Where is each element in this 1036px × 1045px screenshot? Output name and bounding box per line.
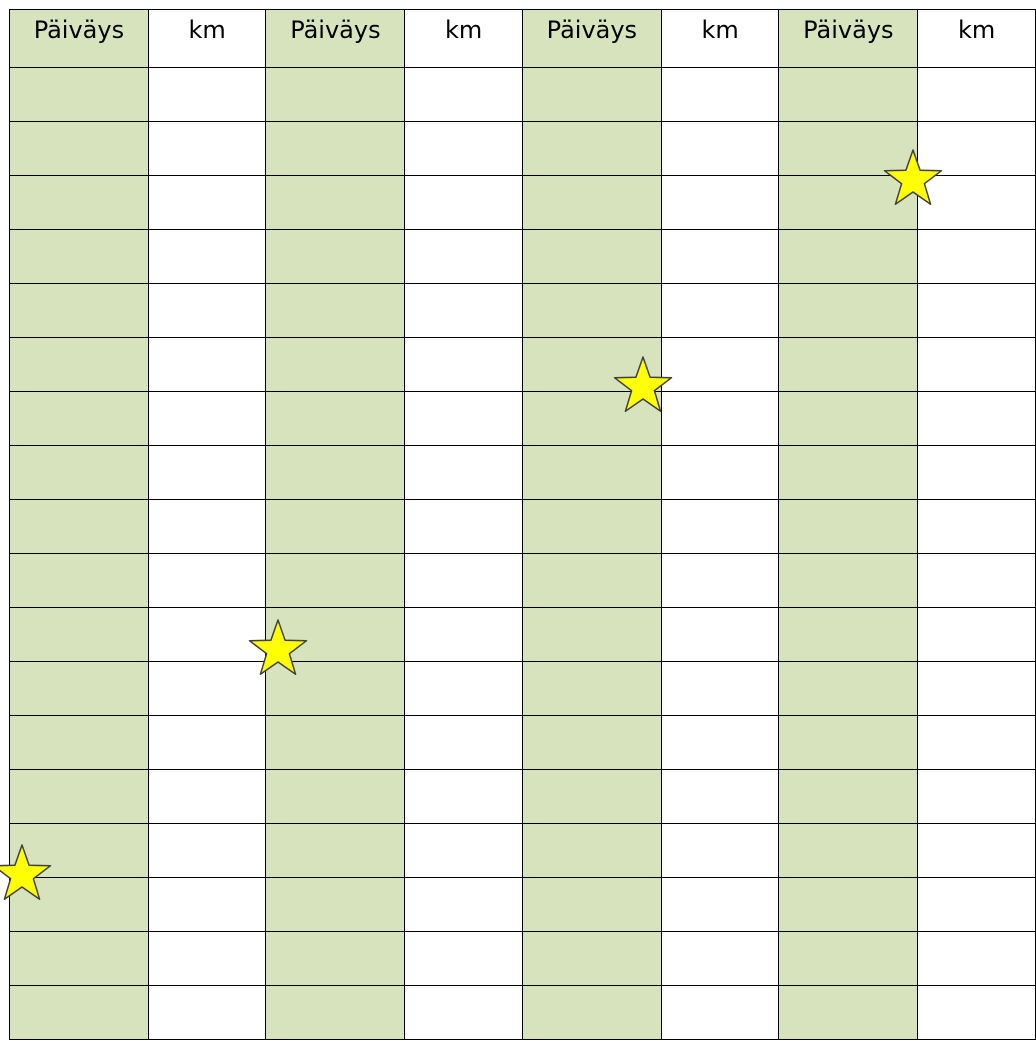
km-cell[interactable] — [148, 230, 266, 284]
km-cell[interactable] — [148, 716, 266, 770]
km-cell[interactable] — [661, 662, 779, 716]
date-cell[interactable] — [779, 554, 918, 608]
km-cell[interactable] — [918, 392, 1036, 446]
km-cell[interactable] — [661, 176, 779, 230]
star-shape — [0, 843, 54, 907]
header-date-2: Päiväys — [266, 10, 405, 68]
km-cell[interactable] — [148, 176, 266, 230]
star-icon — [611, 355, 675, 419]
km-cell[interactable] — [918, 932, 1036, 986]
km-cell[interactable] — [405, 932, 523, 986]
header-km-1: km — [148, 10, 266, 68]
km-cell[interactable] — [148, 554, 266, 608]
date-cell[interactable] — [779, 878, 918, 932]
km-cell[interactable] — [661, 608, 779, 662]
date-cell[interactable] — [266, 716, 405, 770]
km-cell[interactable] — [661, 878, 779, 932]
table-row — [10, 230, 1036, 284]
km-cell[interactable] — [405, 824, 523, 878]
date-cell[interactable] — [522, 716, 661, 770]
date-cell[interactable] — [522, 824, 661, 878]
date-cell[interactable] — [522, 770, 661, 824]
km-cell[interactable] — [405, 122, 523, 176]
header-km-4: km — [918, 10, 1036, 68]
km-cell[interactable] — [661, 284, 779, 338]
star-shape — [881, 148, 945, 212]
km-cell[interactable] — [405, 554, 523, 608]
date-cell[interactable] — [522, 500, 661, 554]
km-cell[interactable] — [918, 338, 1036, 392]
km-cell[interactable] — [918, 824, 1036, 878]
date-cell[interactable] — [779, 608, 918, 662]
km-cell[interactable] — [661, 392, 779, 446]
date-cell[interactable] — [10, 500, 149, 554]
km-cell[interactable] — [918, 68, 1036, 122]
km-cell[interactable] — [661, 770, 779, 824]
table-row — [10, 662, 1036, 716]
table-row — [10, 392, 1036, 446]
date-cell[interactable] — [266, 284, 405, 338]
header-date-4: Päiväys — [779, 10, 918, 68]
table-row — [10, 932, 1036, 986]
table-row — [10, 554, 1036, 608]
star-icon — [0, 843, 54, 907]
date-cell[interactable] — [779, 824, 918, 878]
date-cell[interactable] — [779, 770, 918, 824]
date-cell[interactable] — [10, 122, 149, 176]
date-cell[interactable] — [10, 68, 149, 122]
km-cell[interactable] — [661, 554, 779, 608]
km-cell[interactable] — [405, 608, 523, 662]
km-cell[interactable] — [148, 932, 266, 986]
km-cell[interactable] — [918, 554, 1036, 608]
km-cell[interactable] — [148, 770, 266, 824]
date-cell[interactable] — [522, 608, 661, 662]
star-shape — [611, 355, 675, 419]
km-cell[interactable] — [148, 878, 266, 932]
log-body — [10, 68, 1036, 1040]
table-row — [10, 716, 1036, 770]
km-cell[interactable] — [405, 986, 523, 1040]
date-cell[interactable] — [266, 122, 405, 176]
table-row — [10, 500, 1036, 554]
date-cell[interactable] — [10, 716, 149, 770]
star-icon — [881, 148, 945, 212]
date-cell[interactable] — [522, 878, 661, 932]
table-row — [10, 878, 1036, 932]
date-cell[interactable] — [522, 554, 661, 608]
date-cell[interactable] — [266, 230, 405, 284]
km-cell[interactable] — [405, 68, 523, 122]
km-cell[interactable] — [148, 824, 266, 878]
km-cell[interactable] — [148, 392, 266, 446]
km-cell[interactable] — [661, 500, 779, 554]
km-cell[interactable] — [661, 68, 779, 122]
date-cell[interactable] — [10, 446, 149, 500]
date-cell[interactable] — [522, 986, 661, 1040]
date-cell[interactable] — [266, 176, 405, 230]
date-cell[interactable] — [10, 554, 149, 608]
km-cell[interactable] — [405, 878, 523, 932]
km-cell[interactable] — [661, 230, 779, 284]
date-cell[interactable] — [266, 986, 405, 1040]
km-cell[interactable] — [661, 122, 779, 176]
km-cell[interactable] — [148, 68, 266, 122]
km-cell[interactable] — [918, 446, 1036, 500]
date-cell[interactable] — [10, 986, 149, 1040]
km-cell[interactable] — [405, 392, 523, 446]
date-cell[interactable] — [10, 608, 149, 662]
km-cell[interactable] — [405, 500, 523, 554]
table-row — [10, 986, 1036, 1040]
star-shape — [246, 618, 310, 682]
date-cell[interactable] — [266, 932, 405, 986]
date-cell[interactable] — [522, 284, 661, 338]
km-cell[interactable] — [405, 770, 523, 824]
date-cell[interactable] — [266, 446, 405, 500]
km-cell[interactable] — [148, 446, 266, 500]
km-cell[interactable] — [405, 230, 523, 284]
date-cell[interactable] — [10, 338, 149, 392]
date-cell[interactable] — [266, 500, 405, 554]
date-cell[interactable] — [779, 500, 918, 554]
km-cell[interactable] — [661, 338, 779, 392]
km-cell[interactable] — [661, 824, 779, 878]
date-cell[interactable] — [522, 446, 661, 500]
table-row — [10, 770, 1036, 824]
km-cell[interactable] — [148, 338, 266, 392]
km-cell[interactable] — [661, 716, 779, 770]
km-cell[interactable] — [148, 284, 266, 338]
table-row — [10, 338, 1036, 392]
km-cell[interactable] — [918, 662, 1036, 716]
km-cell[interactable] — [918, 608, 1036, 662]
date-cell[interactable] — [522, 68, 661, 122]
date-cell[interactable] — [779, 338, 918, 392]
date-cell[interactable] — [10, 284, 149, 338]
date-cell[interactable] — [779, 716, 918, 770]
date-cell[interactable] — [779, 932, 918, 986]
header-km-3: km — [661, 10, 779, 68]
km-cell[interactable] — [661, 932, 779, 986]
km-cell[interactable] — [405, 338, 523, 392]
km-cell[interactable] — [918, 284, 1036, 338]
date-cell[interactable] — [779, 68, 918, 122]
date-cell[interactable] — [10, 392, 149, 446]
header-date-1: Päiväys — [10, 10, 149, 68]
header-date-3: Päiväys — [522, 10, 661, 68]
date-cell[interactable] — [10, 932, 149, 986]
km-cell[interactable] — [405, 446, 523, 500]
date-cell[interactable] — [779, 284, 918, 338]
date-cell[interactable] — [266, 770, 405, 824]
km-cell[interactable] — [148, 122, 266, 176]
km-cell[interactable] — [405, 176, 523, 230]
header-km-2: km — [405, 10, 523, 68]
date-cell[interactable] — [266, 338, 405, 392]
km-cell[interactable] — [405, 716, 523, 770]
km-cell[interactable] — [918, 986, 1036, 1040]
date-cell[interactable] — [522, 176, 661, 230]
km-cell[interactable] — [918, 500, 1036, 554]
km-cell[interactable] — [918, 878, 1036, 932]
date-cell[interactable] — [522, 662, 661, 716]
km-cell[interactable] — [405, 662, 523, 716]
date-cell[interactable] — [266, 68, 405, 122]
date-cell[interactable] — [522, 230, 661, 284]
km-cell[interactable] — [918, 230, 1036, 284]
date-cell[interactable] — [266, 554, 405, 608]
table-row — [10, 824, 1036, 878]
header-row — [10, 10, 1036, 68]
star-icon — [246, 618, 310, 682]
table-row — [10, 68, 1036, 122]
km-cell[interactable] — [405, 284, 523, 338]
date-cell[interactable] — [10, 770, 149, 824]
date-cell[interactable] — [10, 662, 149, 716]
date-cell[interactable] — [522, 122, 661, 176]
date-cell[interactable] — [779, 230, 918, 284]
date-cell[interactable] — [779, 986, 918, 1040]
km-cell[interactable] — [918, 770, 1036, 824]
km-cell[interactable] — [148, 986, 266, 1040]
date-cell[interactable] — [10, 230, 149, 284]
date-cell[interactable] — [779, 662, 918, 716]
date-cell[interactable] — [10, 176, 149, 230]
date-cell[interactable] — [266, 878, 405, 932]
table-row — [10, 608, 1036, 662]
km-cell[interactable] — [148, 500, 266, 554]
date-cell[interactable] — [779, 446, 918, 500]
date-cell[interactable] — [779, 392, 918, 446]
date-cell[interactable] — [522, 932, 661, 986]
km-cell[interactable] — [918, 716, 1036, 770]
table-row — [10, 284, 1036, 338]
date-cell[interactable] — [266, 824, 405, 878]
km-cell[interactable] — [661, 986, 779, 1040]
date-cell[interactable] — [266, 392, 405, 446]
table-row — [10, 446, 1036, 500]
km-cell[interactable] — [661, 446, 779, 500]
